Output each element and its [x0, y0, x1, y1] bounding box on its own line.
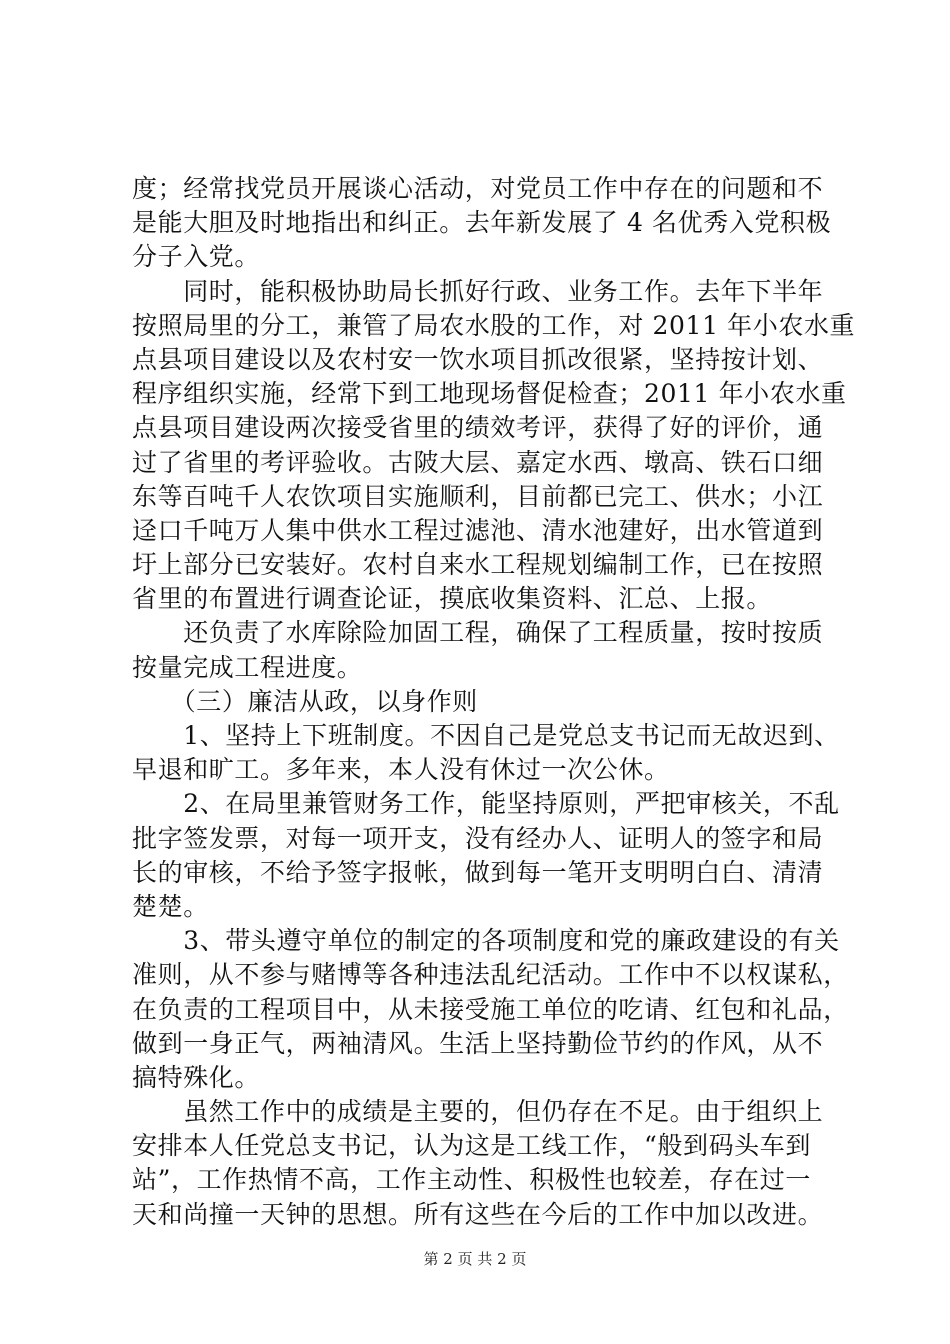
- text-line: 东等百吨千人农饮项目实施顺利，目前都已完工、供水；小江: [132, 481, 824, 511]
- text-line: 搞特殊化。: [132, 1062, 261, 1092]
- text-line: 度；经常找党员开展谈心活动，对党员工作中存在的问题和不: [132, 174, 824, 203]
- text-line: 按照局里的分工，兼管了局农水股的工作，对 2011 年小农水重: [132, 310, 856, 340]
- text-line: 虽然工作中的成绩是主要的，但仍存在不足。由于组织上: [132, 1097, 824, 1127]
- page-footer: 第 2 页 共 2 页: [423, 1250, 527, 1268]
- text-line: 安排本人任党总支书记，认为这是工线工作，“般到码头车到: [132, 1131, 811, 1161]
- text-line: 站”，工作热情不高，工作主动性、积极性也较差，存在过一: [132, 1165, 811, 1195]
- text-line: 圩上部分已安装好。农村自来水工程规划编制工作，已在按照: [132, 550, 824, 580]
- text-line: 同时，能积极协助局长抓好行政、业务工作。去年下半年: [132, 276, 824, 306]
- text-line: 是能大胆及时地指出和纠正。去年新发展了 4 名优秀入党积极: [132, 208, 832, 238]
- text-line: 准则，从不参与赌博等各种违法乱纪活动。工作中不以权谋私，: [132, 960, 849, 990]
- text-line: 3、带头遵守单位的制定的各项制度和党的廉政建设的有关: [132, 926, 840, 956]
- body-text: [132, 172, 856, 1232]
- text-line: 在负责的工程项目中，从未接受施工单位的吃请、红包和礼品，: [132, 994, 849, 1024]
- text-line: 点县项目建设以及农村安一饮水项目抓改很紧，坚持按计划、: [132, 344, 824, 374]
- text-line: 批字签发票，对每一项开支，没有经办人、证明人的签字和局: [132, 823, 824, 853]
- section-heading: （三）廉洁从政，以身作则: [132, 686, 478, 716]
- text-line: 过了省里的考评验收。古陂大层、嘉定水西、墩高、铁石口细: [132, 447, 824, 477]
- text-line: 按量完成工程进度。: [132, 652, 363, 682]
- text-line: 点县项目建设两次接受省里的绩效考评，获得了好的评价，通: [132, 413, 824, 443]
- text-line: 迳口千吨万人集中供水工程过滤池、清水池建好，出水管道到: [132, 515, 824, 545]
- text-line: 早退和旷工。多年来，本人没有休过一次公休。: [132, 755, 670, 785]
- text-line: 天和尚撞一天钟的思想。所有这些在今后的工作中加以改进。: [132, 1199, 824, 1229]
- text-line: 2、在局里兼管财务工作，能坚持原则，严把审核关，不乱: [132, 789, 840, 819]
- text-line: 省里的布置进行调查论证，摸底收集资料、汇总、上报。: [132, 584, 773, 614]
- text-line: 程序组织实施，经常下到工地现场督促检查；2011 年小农水重: [132, 379, 847, 409]
- text-line: 1、坚持上下班制度。不因自己是党总支书记而无故迟到、: [132, 721, 840, 750]
- text-line: 长的审核，不给予签字报帐，做到每一笔开支明明白白、清清: [132, 857, 824, 887]
- text-line: 还负责了水库除险加固工程，确保了工程质量，按时按质: [132, 618, 824, 648]
- text-line: 做到一身正气，两袖清风。生活上坚持勤俭节约的作风，从不: [132, 1028, 824, 1058]
- text-line: 楚楚。: [132, 891, 209, 921]
- text-line: 分子入党。: [132, 242, 261, 272]
